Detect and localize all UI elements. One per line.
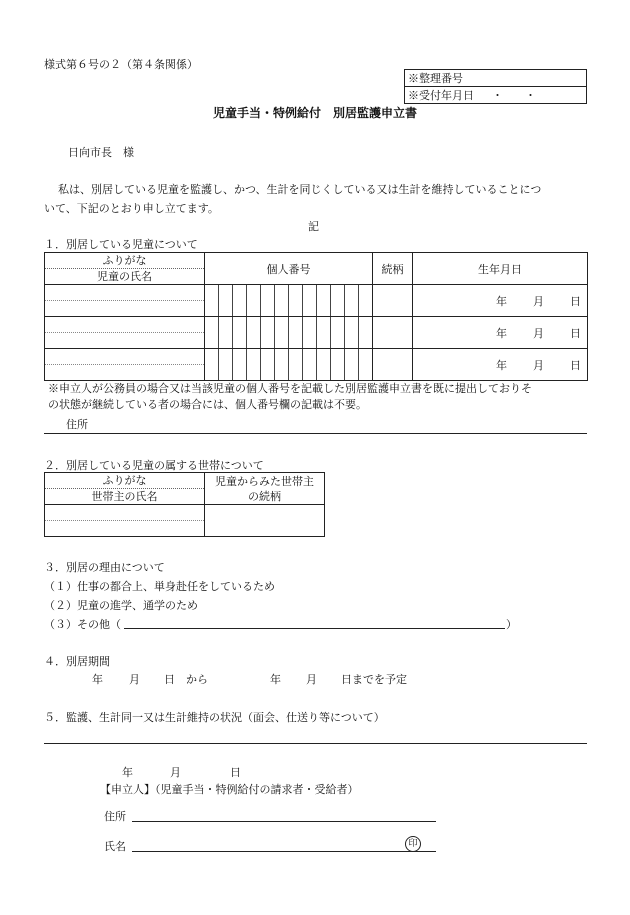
householder-name-label: 世帯主の氏名 — [91, 490, 158, 503]
year-label: 年 — [496, 358, 507, 372]
relationship-cell[interactable] — [373, 317, 413, 349]
period-end-year: 年 — [270, 673, 281, 686]
form-id: 様式第６号の２（第４条関係） — [44, 58, 198, 71]
seal-icon: 印 — [405, 836, 421, 852]
furigana-label: ふりがな — [45, 473, 204, 489]
child-row — [45, 285, 588, 317]
statement-line-1: 私は、別居している児童を監護し、かつ、生計を同じくしている又は生計を維持していることにつ — [58, 183, 542, 196]
footer-address-label: 住所 — [104, 810, 126, 823]
furigana-header — [45, 253, 205, 285]
child-name-cell[interactable] — [45, 285, 205, 317]
note-line-2: の状態が継続している者の場合には、個人番号欄の記載は不要。 — [48, 398, 367, 411]
month-label: 月 — [533, 358, 544, 372]
address-line[interactable] — [44, 433, 587, 434]
child-row — [45, 317, 588, 349]
relation-label-line-1: 児童からみた世帯主 — [215, 474, 314, 488]
household-row — [45, 505, 325, 537]
footer-name-line[interactable] — [132, 851, 436, 852]
note-line-1: ※申立人が公務員の場合又は当該児童の個人番号を記載した別居監護申立書を既に提出しておりそ — [48, 382, 532, 395]
other-reason-line[interactable] — [124, 628, 505, 629]
household-table — [44, 472, 325, 537]
ki-label: 記 — [308, 220, 319, 233]
year-label: 年 — [496, 326, 507, 340]
received-date-label: ※受付年月日 — [408, 89, 474, 102]
child-name-label: 児童の氏名 — [97, 270, 152, 283]
applicant-label: 【申立人】（児童手当・特例給付の請求者・受給者） — [100, 783, 359, 796]
relationship-cell[interactable] — [373, 349, 413, 381]
child-row — [45, 349, 588, 381]
address-label: 住所 — [66, 418, 88, 431]
month-label: 月 — [533, 326, 544, 340]
month-label: 月 — [533, 294, 544, 308]
householder-relation-cell[interactable] — [205, 505, 325, 537]
relationship-header: 続柄 — [373, 253, 413, 285]
statement-line-2: いて、下記のとおり申し立てます。 — [44, 202, 219, 215]
individual-number-header: 個人番号 — [205, 253, 373, 285]
householder-name-cell[interactable] — [45, 505, 205, 537]
individual-number-cell[interactable] — [205, 317, 373, 349]
section5-heading: ５．監護、生計同一又は生計維持の状況（面会、仕送り等について） — [44, 711, 385, 724]
day-label: 日 — [570, 294, 581, 308]
year-label: 年 — [496, 294, 507, 308]
close-paren: ） — [506, 618, 517, 631]
birthdate-cell[interactable] — [413, 285, 588, 317]
period-start-year: 年 — [92, 673, 103, 686]
reason-option-1[interactable]: （１）仕事の都合上、単身赴任をしているため — [44, 580, 275, 593]
birthdate-header: 生年月日 — [413, 253, 588, 285]
reason-option-2[interactable]: （２）児童の進学、通学のため — [44, 599, 198, 612]
individual-number-cell[interactable] — [205, 349, 373, 381]
footer-day: 日 — [230, 766, 241, 779]
furigana-label: ふりがな — [45, 253, 204, 269]
individual-number-cell[interactable] — [205, 285, 373, 317]
relation-label-line-2: の続柄 — [248, 489, 281, 503]
reference-number-cell[interactable]: ※整理番号 — [405, 70, 587, 87]
section3-heading: ３．別居の理由について — [44, 561, 165, 574]
reason-option-3[interactable]: （３）その他（ — [44, 618, 121, 631]
situation-line[interactable] — [44, 743, 587, 744]
child-name-cell[interactable] — [45, 349, 205, 381]
footer-month: 月 — [170, 766, 181, 779]
householder-relation-header — [205, 473, 325, 505]
office-use-box — [404, 69, 587, 104]
day-label: 日 — [570, 326, 581, 340]
page-title: 児童手当・特例給付 別居監護申立書 — [212, 106, 417, 120]
footer-year: 年 — [122, 766, 133, 779]
footer-name-label: 氏名 — [104, 840, 126, 853]
section4-heading: ４．別居期間 — [44, 655, 110, 668]
period-start-month: 月 — [129, 673, 140, 686]
children-table — [44, 252, 588, 381]
birthdate-cell[interactable] — [413, 349, 588, 381]
section2-heading: ２．別居している児童の属する世帯について — [44, 459, 264, 472]
received-date-cell[interactable] — [405, 87, 587, 104]
relationship-cell[interactable] — [373, 285, 413, 317]
period-end-day: 日までを予定 — [341, 673, 407, 686]
addressee: 日向市長 様 — [68, 146, 134, 159]
received-date-dots: ・ ・ — [492, 89, 536, 102]
period-end-month: 月 — [306, 673, 317, 686]
child-name-cell[interactable] — [45, 317, 205, 349]
period-start-day: 日 から — [164, 673, 208, 686]
section1-heading: １．別居している児童について — [44, 238, 198, 251]
birthdate-cell[interactable] — [413, 317, 588, 349]
day-label: 日 — [570, 358, 581, 372]
footer-address-line[interactable] — [132, 821, 436, 822]
household-furigana-header — [45, 473, 205, 505]
